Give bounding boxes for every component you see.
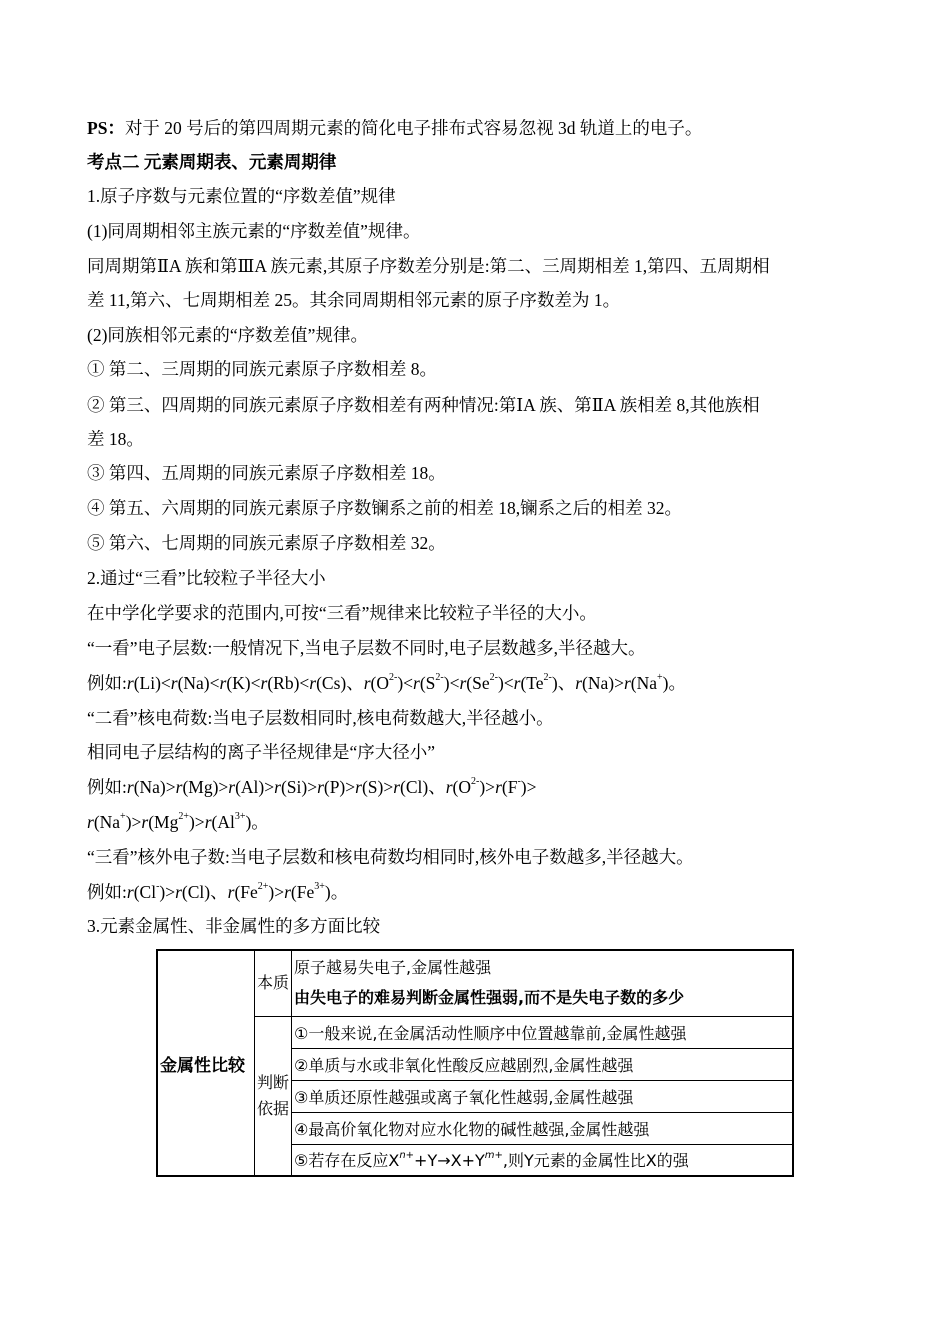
section-heading-kp2: 考点二 元素周期表、元素周期律 <box>87 152 337 172</box>
paragraph: “一看”电子层数:一般情况下,当电子层数不同时,电子层数越多,半径越大。 <box>87 638 646 658</box>
table-cell-essence <box>292 950 794 1016</box>
list-item: ③ 第四、五周期的同族元素原子序数相差 18。 <box>87 463 446 483</box>
essence-line-1: 原子越易失电子,金属性越强 <box>294 958 492 978</box>
table-sub-label-basis: 判断依据 <box>255 1016 292 1176</box>
paragraph: “三看”核外电子数:当电子层数和核电荷数均相同时,核外电子数越多,半径越大。 <box>87 847 694 867</box>
ps-note <box>87 116 702 140</box>
metallic-comparison-table <box>156 949 794 1177</box>
table-sub-label-essence: 本质 <box>255 950 292 1016</box>
paragraph: 差 11,第六、七周期相差 25。其余同周期相邻元素的原子序数差为 1。 <box>87 290 621 310</box>
table-cell-basis-3: ③单质还原性越强或离子氧化性越弱,金属性越强 <box>292 1080 794 1112</box>
paragraph: “二看”核电荷数:当电子层数相同时,核电荷数越大,半径越小。 <box>87 708 554 728</box>
ps-text: 对于 20 号后的第四周期元素的简化电子排布式容易忽视 3d 轨道上的电子。 <box>124 118 703 138</box>
table-cell-basis-5: ⑤若存在反应$X^{n+}+Y\to X+Y^{m+}$,则Y元素的金属性比X的强 <box>292 1144 794 1176</box>
essence-line-2: 由失电子的难易判断金属性强弱,而不是失电子数的多少 <box>294 988 685 1008</box>
formula-example-3: 例如:r(Cl-)>r(Cl)、$r(Fe^{2+})>r(Fe^{3+})$。 <box>87 881 349 902</box>
paragraph: (1)同周期相邻主族元素的“序数差值”规律。 <box>87 221 421 241</box>
paragraph: 在中学化学要求的范围内,可按“三看”规律来比较粒子半径的大小。 <box>87 603 597 623</box>
formula-example-1: 例如:r(Li)<r(Na)<r(K)<r(Rb)<r(Cs)、$r(O^{2-})<r(S^{2-})<r(Se^{2-})<r(Te^{2-})$、r(Na)>r(Na+)。 <box>87 672 686 693</box>
table-cell-basis-1: ①一般来说,在金属活动性顺序中位置越靠前,金属性越强 <box>292 1016 794 1048</box>
list-item: ④ 第五、六周期的同族元素原子序数镧系之前的相差 18,镧系之后的相差 32。 <box>87 498 682 518</box>
table-cell-basis-2: ②单质与水或非氧化性酸反应越剧烈,金属性越强 <box>292 1048 794 1080</box>
formula-example-2b: $r(Na^+)>r(Mg^{2+})>r(Al^{3+})$。 <box>87 811 269 832</box>
list-item: ① 第二、三周期的同族元素原子序数相差 8。 <box>87 359 437 379</box>
subheading-2: 2.通过“三看”比较粒子半径大小 <box>87 568 326 588</box>
subheading-1: 1.原子序数与元素位置的“序数差值”规律 <box>87 186 396 206</box>
ps-label: PS： <box>87 118 125 138</box>
formula-example-2a: 例如:r(Na)>r(Mg)>r(Al)>r(Si)>r(P)>r(S)>r(Cl)、$r(O^{2-})>r(F^-)>$ <box>87 776 537 797</box>
subheading-3: 3.元素金属性、非金属性的多方面比较 <box>87 916 381 936</box>
paragraph: 同周期第ⅡA 族和第ⅢA 族元素,其原子序数差分别是:第二、三周期相差 1,第四、五周期相 <box>87 256 770 276</box>
paragraph: (2)同族相邻元素的“序数差值”规律。 <box>87 325 368 345</box>
table-cell-basis-4: ④最高价氧化物对应水化物的碱性越强,金属性越强 <box>292 1112 794 1144</box>
list-item: ② 第三、四周期的同族元素原子序数相差有两种情况:第ⅠA 族、第ⅡA 族相差 8,其他族相 <box>87 395 760 415</box>
list-item: 差 18。 <box>87 429 144 449</box>
table-main-label: 金属性比较 <box>157 950 255 1176</box>
paragraph: 相同电子层结构的离子半径规律是“序大径小” <box>87 742 436 762</box>
list-item: ⑤ 第六、七周期的同族元素原子序数相差 32。 <box>87 533 446 553</box>
